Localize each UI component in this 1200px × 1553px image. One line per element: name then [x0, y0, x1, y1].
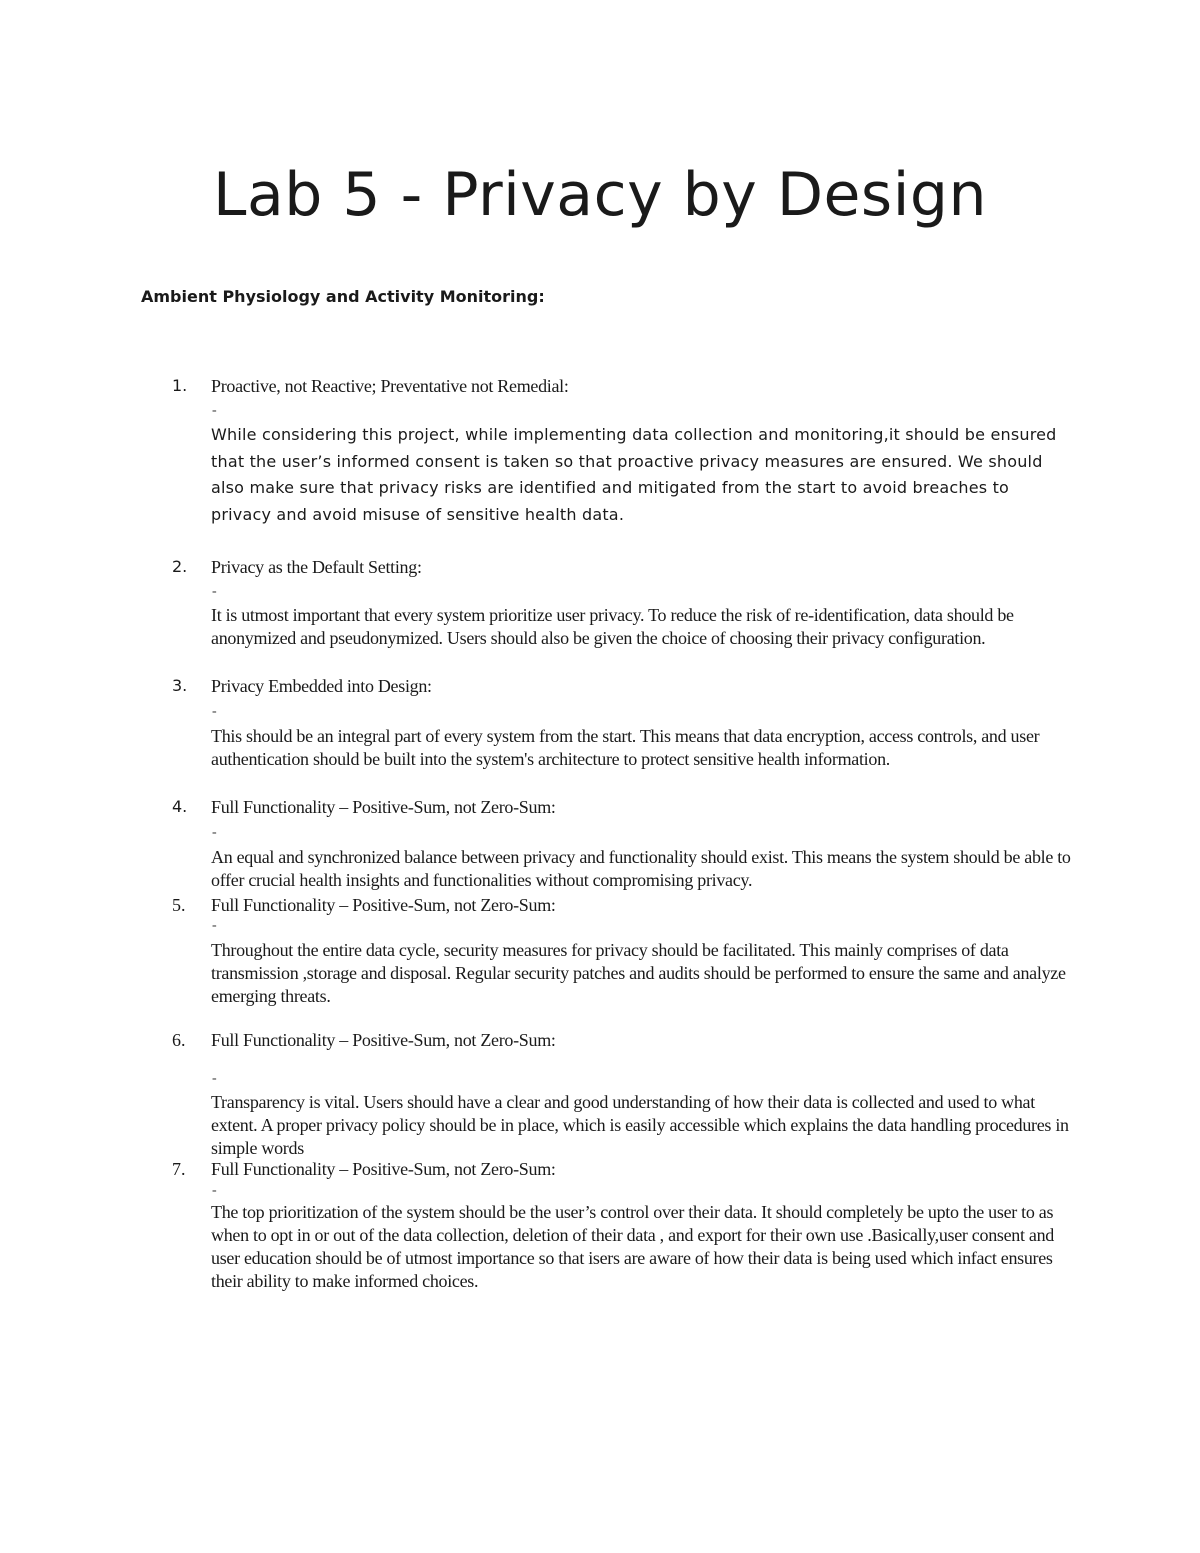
list-item-heading: Privacy Embedded into Design: [211, 676, 432, 696]
list-item-dash: - [212, 704, 217, 719]
section-subtitle: Ambient Physiology and Activity Monitoring: [141, 287, 545, 306]
list-item-number: 1. [172, 376, 188, 395]
list-item-number: 4. [172, 797, 188, 816]
list-item-dash: - [212, 825, 217, 840]
list-item-body: The top prioritization of the system should be the user’s control over their data. It should completely be upto the user to as when to opt in or out of the data collection, deletion of their data , and export for their own use .Basically,user consent and user education should be of utmost importance so that isers are aware of how their data is being used which infact ensures their ability to make informed choices. [211, 1202, 1054, 1291]
list-item-dash: - [212, 403, 217, 418]
list-item-heading: Full Functionality – Positive-Sum, not Zero-Sum: [211, 797, 556, 817]
list-item-body: Transparency is vital. Users should have a clear and good understanding of how their data is collected and used to what extent. A proper privacy policy should be in place, which is easily accessible which explains the data handling procedures in simple words [211, 1092, 1069, 1158]
list-item-body: An equal and synchronized balance between privacy and functionality should exist. This means the system should be able to offer crucial health insights and functionalities without compromising privacy. [211, 847, 1071, 890]
list-item-heading: Full Functionality – Positive-Sum, not Zero-Sum: [211, 895, 556, 915]
list-item-body: It is utmost important that every system prioritize user privacy. To reduce the risk of re-identification, data should be anonymized and pseudonymized. Users should also be given the choice of choosing their privacy configuration. [211, 605, 1014, 648]
list-item-heading: Full Functionality – Positive-Sum, not Zero-Sum: [211, 1159, 556, 1179]
list-item-dash: - [212, 918, 217, 933]
list-item-body: While considering this project, while implementing data collection and monitoring,it should be ensured that the user’s informed consent is taken so that proactive privacy measures are ensured. We should also make sure that privacy risks are identified and mitigated from the start to avoid breaches to privacy and avoid misuse of sensitive health data. [211, 425, 1057, 524]
list-item-number: 7. [172, 1159, 186, 1179]
list-item-heading: Privacy as the Default Setting: [211, 557, 422, 577]
list-item-body: This should be an integral part of every system from the start. This means that data encryption, access controls, and user authentication should be built into the system's architecture to protect sensitive health information. [211, 726, 1040, 769]
list-item-number: 3. [172, 676, 188, 695]
list-item-dash: - [212, 1183, 217, 1198]
page-title: Lab 5 - Privacy by Design [213, 160, 987, 230]
list-item-dash: - [212, 1071, 217, 1086]
list-item-dash: - [212, 584, 217, 599]
list-item-heading: Proactive, not Reactive; Preventative not Remedial: [211, 376, 569, 396]
list-item-number: 2. [172, 557, 188, 576]
list-item-number: 5. [172, 895, 186, 915]
list-item-number: 6. [172, 1030, 186, 1050]
list-item-body: Throughout the entire data cycle, security measures for privacy should be facilitated. This mainly comprises of data transmission ,storage and disposal. Regular security patches and audits should be performed to ensure the same and analyze emerging threats. [211, 940, 1066, 1006]
list-item-heading: Full Functionality – Positive-Sum, not Zero-Sum: [211, 1030, 556, 1050]
